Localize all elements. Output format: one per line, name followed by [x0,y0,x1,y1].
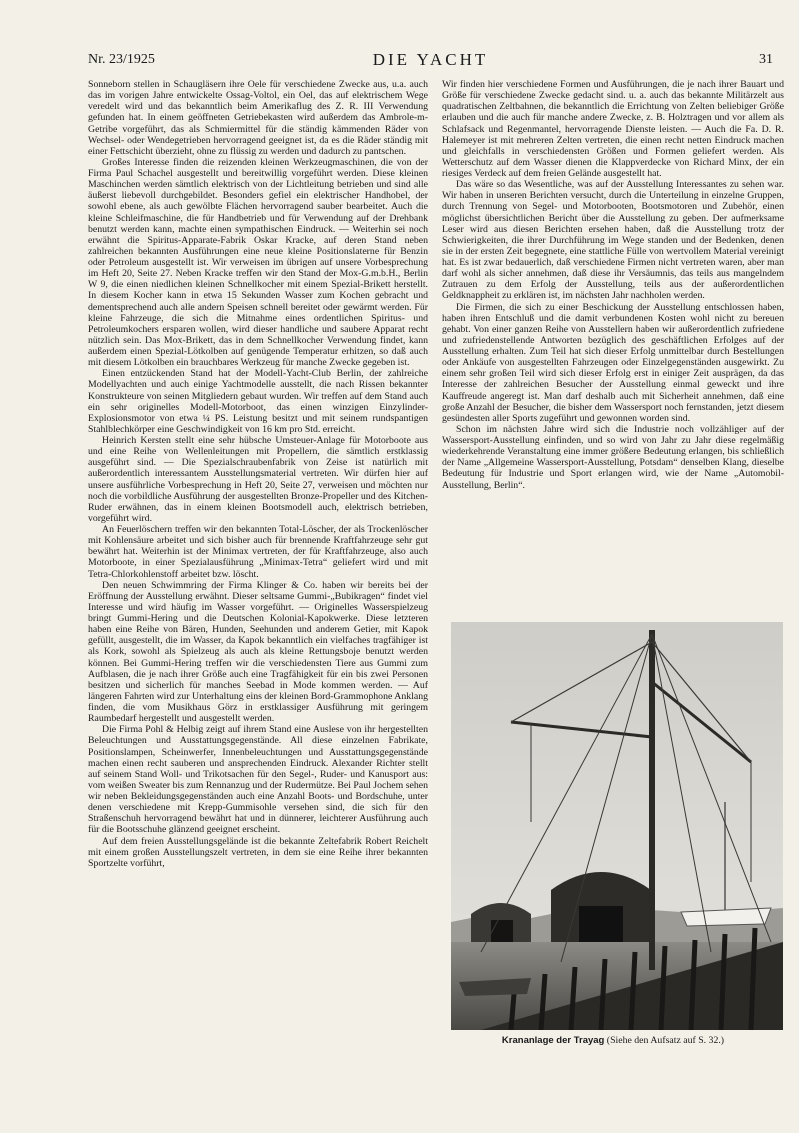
figure-caption [442,1035,784,1046]
paragraph: Heinrich Kersten stellt eine sehr hübsche Umsteuer-Anlage für Motorboote aus und eine Reihe von Wellenleitungen mit Propellern, die sämtlich erstklassig ausgeführt sind. — Die Spezialschraubenfabrik von Zeise ist natürlich mit außerordentlich interessantem Ausstellungsmaterial vertreten. Wir dürfen hier auf unsere ausführliche Vorbesprechung in Heft 20, Seite 27, verweisen und möchten nur noch die vorbildliche Ausführung der ausgestellten Bronze-Propeller und des Kitchen-Ruder erwähnen, das in einem kleinen Bootsmodell auch, elektrisch betrieben, vorgeführt wird. [88,435,428,524]
caption-reference: (Siehe den Aufsatz auf S. 32.) [604,1035,725,1046]
crane-photo-illustration [451,622,783,1030]
paragraph: An Feuerlöschern treffen wir den bekannten Total-Löscher, der als Trockenlöscher mit Kohlensäure arbeitet und sich bisher auch für brennende Kraftfahrzeuge sehr gut bewährt hat. Weiterhin ist der Minimax vertreten, der für Kraftfahrzeuge, also auch Motorboote, in einer Spezialausführung „Minimax-Tetra“ geliefert wird und mit Tetra-Chlorkohlenstoff arbeitet bzw. löscht. [88,524,428,580]
paragraph: Die Firma Pohl & Helbig zeigt auf ihrem Stand eine Auslese von ihr hergestellten Beleuchtungen und Ausstattungsgegenstände. All diese einzelnen Fabrikate, Positionslampen, Scheinwerfer, Innenbeleuchtungen und Ausstattungsgegenstände machen einen recht sauberen und ansprechenden Eindruck. Alexander Richter stellt auf seinem Stand Woll- und Trikotsachen für den Segel-, Ruder- und Kanusport aus: vom weißen Sweater bis zum Rennanzug und der Rudermütze. Bei Paul Jochem sehen wir neben Bekleidungsgegenständen auch eine Anzahl Boots- und Bordschuhe, unter denen verschiedene mit Krepp-Gummisohle versehen sind, die sich für den Straßenschuh hervorragend bewährt hat und in dünnerer, leichterer Ausführung auch für die Bootsschuhe glänzend geeignet erscheint. [88,724,428,836]
page-header [88,50,773,74]
paragraph: Das wäre so das Wesentliche, was auf der Ausstellung Interessantes zu sehen war. Wir haben in unseren Berichten versucht, durch die Unterteilung in einzelne Gruppen, durch Trennung von Segel- und Motorbooten, Bootsmotoren und Zubehör, einen möglichst übersichtlichen Bericht über die Ausstellung zu geben. Der aufmerksame Leser wird aus diesen Berichten ersehen haben, daß die Ausstellung trotz der Schwierigkeiten, die ihrer Durchführung im Wege standen und der Bedenken, denen sie in der ersten Zeit begegnete, eine stattliche Fülle von wertvollem Material vereinigt hat. Es ist zwar bedauerlich, daß verschiedene Firmen nicht vertreten waren, aber man darf wohl als sicher annehmen, daß diese ihr Versäumnis, das teils aus mangelndem Zutrauen zu dem Erfolg der Ausstellung, teils aus der außerordentlichen Geldknappheit zu erklären ist, im nächsten Jahr nachholen werden. [442,179,784,302]
paragraph: Wir finden hier verschiedene Formen und Ausführungen, die je nach ihrer Bauart und Größe für verschiedene Zwecke gedacht sind. u. a. auch das bekannte Militärzelt aus quadratischen Zeltbahnen, die bekanntlich die Errichtung von Zelten beliebiger Größe erlauben und die auch für manche andere Zwecke, z. B. Holztragen und vor allem als Schlafsack und Regenmantel, hervorragende Dienste leisten. — Auch die Fa. D. R. Halemeyer ist mit mehreren Zelten vertreten, die einen recht netten Eindruck machen und gleichfalls in verschiedensten Größen und Formen geliefert werden. Als Wetterschutz auf dem Wasser dienen die Klappverdecke von Richard Minx, der ein riesiges Verdeck auf dem freien Gelände ausgestellt hat. [442,79,784,179]
crane-photograph [451,622,783,1030]
paragraph: Großes Interesse finden die reizenden kleinen Werkzeugmaschinen, die von der Firma Paul Schachel ausgestellt und bereitwillig vorgeführt werden. Diese kleinen Maschinchen werden sämtlich elektrisch von der Lichtleitung betrieben und sind alle äußerst liebevoll durchgebildet. Besonders gefiel ein elektrischer Handhobel, der sowohl ebene, als auch gewölbte Flächen hervorragend sauber bearbeitet. Auch die kleine Schleifmaschine, die für Handbetrieb und für Verwendung auf der Drehbank benutzt werden kann, machte einen sympathischen Eindruck. — Weiterhin sei noch erwähnt die Spiritus-Apparate-Fabrik Oskar Kracke, auf deren Stand neben zahlreichen bekannten Ausführungen eine neue kleine Positionslaterne für Benzin oder Petroleum ausgestellt ist. Wir verweisen im übrigen auf unsere Vorbesprechung im Heft 20, Seite 27. Neben Kracke treffen wir den Stand der Mox-G.m.b.H., Berlin W 9, die einen niedlichen kleinen Schnellkocher mit einem Spezial-Brikett herstellt. In diesem Kocher kann in etwa 15 Sekunden Wasser zum Kochen gebracht und dementsprechend auch alle andern Speisen schnell bereitet oder gewärmt werden. Für kleine Fahrzeuge, die sich die Mitnahme eines ordentlichen Spiritus- und Petroleumkochers ersparen wollen, wird dieser handliche und saubere Apparat recht nützlich sein. Das Mox-Brikett, das in dem Schnellkocher Verwendung findet, kann außerdem einen Spezial-Lötkolben auf genügende Temperatur erhitzen, so daß auch mit diesem Lötkolben ein brauchbares Werkzeug für manche Zwecke gegeben ist. [88,156,428,369]
paragraph: Einen entzückenden Stand hat der Modell-Yacht-Club Berlin, der zahlreiche Modellyachten und auch einige Yachtmodelle ausstellt, die nach Rissen bekannter Konstrukteure von seinen Mitgliedern gebaut wurden. Wir treffen auf dem Stand auch ein sehr originelles Modell-Motorboot, das einen winzigen Einzylinder-Explosionsmotor von etwa ¼ PS. Leistung besitzt und mit seinem rundspantigen Stahlblechkörper eine Geschwindigkeit von 16 km pro Std. erreicht. [88,368,428,435]
paragraph: Schon im nächsten Jahre wird sich die Industrie noch vollzähliger auf der Wassersport-Ausstellung einfinden, und so wird von Jahr zu Jahr diese regelmäßig wiederkehrende Veranstaltung eine immer größere Bedeutung erlangen, bis schließlich der Name „Allgemeine Wassersport-Ausstellung, Potsdam“ denselben Klang, dieselbe Bedeutung für Industrie und Sport erlangen wird, wie der Name „Automobil-Ausstellung, Berlin“. [442,423,784,491]
caption-title: Krananlage der Trayag [501,1035,605,1046]
paragraph: Die Firmen, die sich zu einer Beschickung der Ausstellung entschlossen haben, haben ihren Entschluß und die damit verbundenen Kosten wohl nicht zu bereuen gehabt. Von einer ganzen Reihe von Ausstellern haben wir außerordentlich zufriedene und zufriedenstellende Antworten bezüglich des geschäftlichen Erfolges auf der Ausstellung erhalten. Zum Teil hat sich dieser Erfolg unmittelbar durch Bestellungen oder Ankäufe von ausgestellten Fahrzeugen oder Einzelgegenständen ausgewirkt. Zu einem sehr großen Teil wird sich dieser Erfolg erst in einiger Zeit ausprägen, da das Interesse der zahlreichen Besucher der Ausstellung einmal geweckt und ihre Kauffreude angeregt ist. Man darf deshalb auch mit Sicherheit annehmen, daß eine große Anzahl der Besucher, die bisher dem Wassersport noch fernstanden, jetzt diesem gesündesten aller Sports zugeführt und gewonnen worden sind. [442,301,784,424]
page-number: 31 [759,52,773,67]
left-column [88,79,428,1039]
paragraph: Den neuen Schwimmring der Firma Klinger & Co. haben wir bereits bei der Eröffnung der Ausstellung erwähnt. Dieser seltsame Gummi-„Bubikragen“ findet viel Interesse und wird häufig im Wasser vorgeführt. — Originelles Wasserspielzeug bringt Gummi-Hering und die Deutschen Kolonial-Kapokwerke. Diese letzteren haben eine Reihe von Bären, Hunden, Seehunden und anderem Getier, mit Kapok gefüllt, ausgestellt, die im Wasser, da Kapok bekanntlich ein vielfaches tragfähiger ist als Kork, sowohl als Spielzeug als auch als kleine Rettungsboje benutzt werden können. Bei Gummi-Hering treffen wir die verschiedensten Tiere aus Gummi zum Aufblasen, die je nach ihrer Größe auch eine Tragfähigkeit für ein bis zwei Personen besitzen und sicherlich für manches Seebad in Mode kommen werden. — Auf längeren Fahrten wird zur Unterhaltung eins der kleinen Bord-Grammophone Anklang finden, die vom Musikhaus Görz in erstklassiger Ausführung mit geringem Raumbedarf hergestellt und ausgestellt werden. [88,579,428,725]
right-column [442,79,784,615]
issue-number: Nr. 23/1925 [88,52,155,67]
paragraph: Sonneborn stellen in Schaugläsern ihre Oele für verschiedene Zwecke aus, u.a. auch das im vorigen Jahre entwickelte Ossag-Voltol, ein Oel, das auf elektrischem Wege veredelt wird und das bekanntlich beim Amerikaflug des Z. R. III Verwendung gefunden hat. In einem geöffneten Getriebekasten wird außerdem das Ambrole-m-Getribe vorgeführt, das als Schmiermittel für die ständig kämmenden Räder von Wechsel- oder Wendegetrieben hervorragend geeignet ist, da es die Räder ständig mit einer Fettschicht überzieht, ohne zu flüssig zu werden und dadurch zu pantschen. [88,79,428,157]
paragraph: Auf dem freien Ausstellungsgelände ist die bekannte Zeltefabrik Robert Reichelt mit einem großen Ausstellungszelt vertreten, in dem sie eine Reihe ihrer bekannten Sportzelte vorführt, [88,835,428,869]
magazine-title: DIE YACHT [372,50,489,69]
